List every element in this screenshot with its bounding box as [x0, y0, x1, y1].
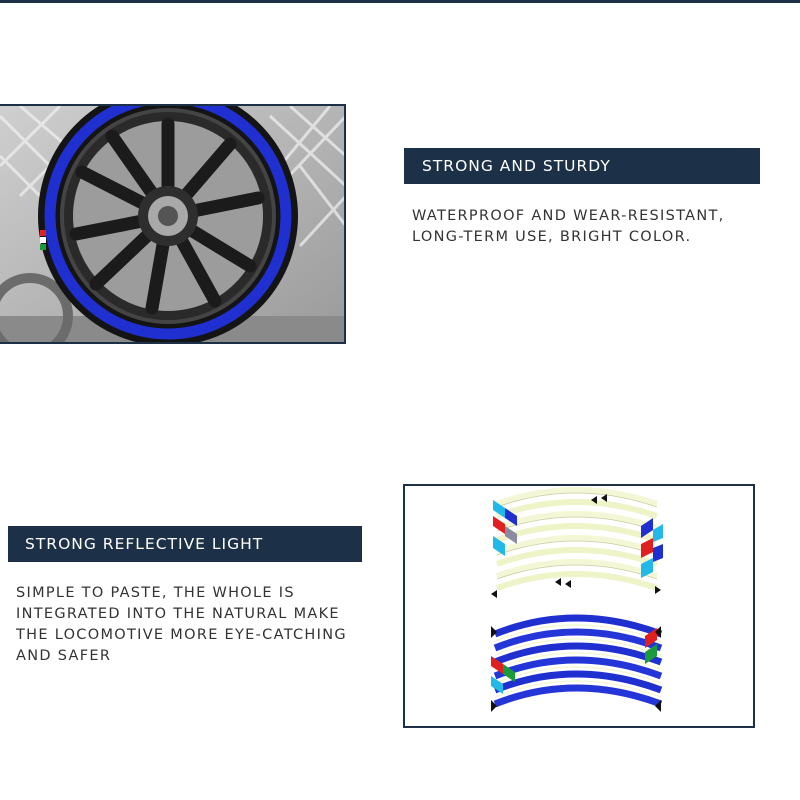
section-body-strong-and-sturdy: WATERPROOF AND WEAR-RESISTANT, LONG-TERM USE, BRIGHT COLOR.	[412, 208, 725, 245]
sticker-sheet-image	[403, 484, 755, 728]
section-heading-strong-and-sturdy: STRONG AND STURDY	[404, 148, 760, 184]
wheel-photo	[0, 104, 346, 344]
section-body-strong-reflective-light: SIMPLE TO PASTE, THE WHOLE IS INTEGRATED INTO THE NATURAL MAKE THE LOCOMOTIVE MORE EYE-CATCHING AND SAFER	[16, 585, 347, 664]
top-divider	[0, 0, 800, 3]
section-heading-strong-reflective-light: STRONG REFLECTIVE LIGHT	[8, 526, 362, 562]
